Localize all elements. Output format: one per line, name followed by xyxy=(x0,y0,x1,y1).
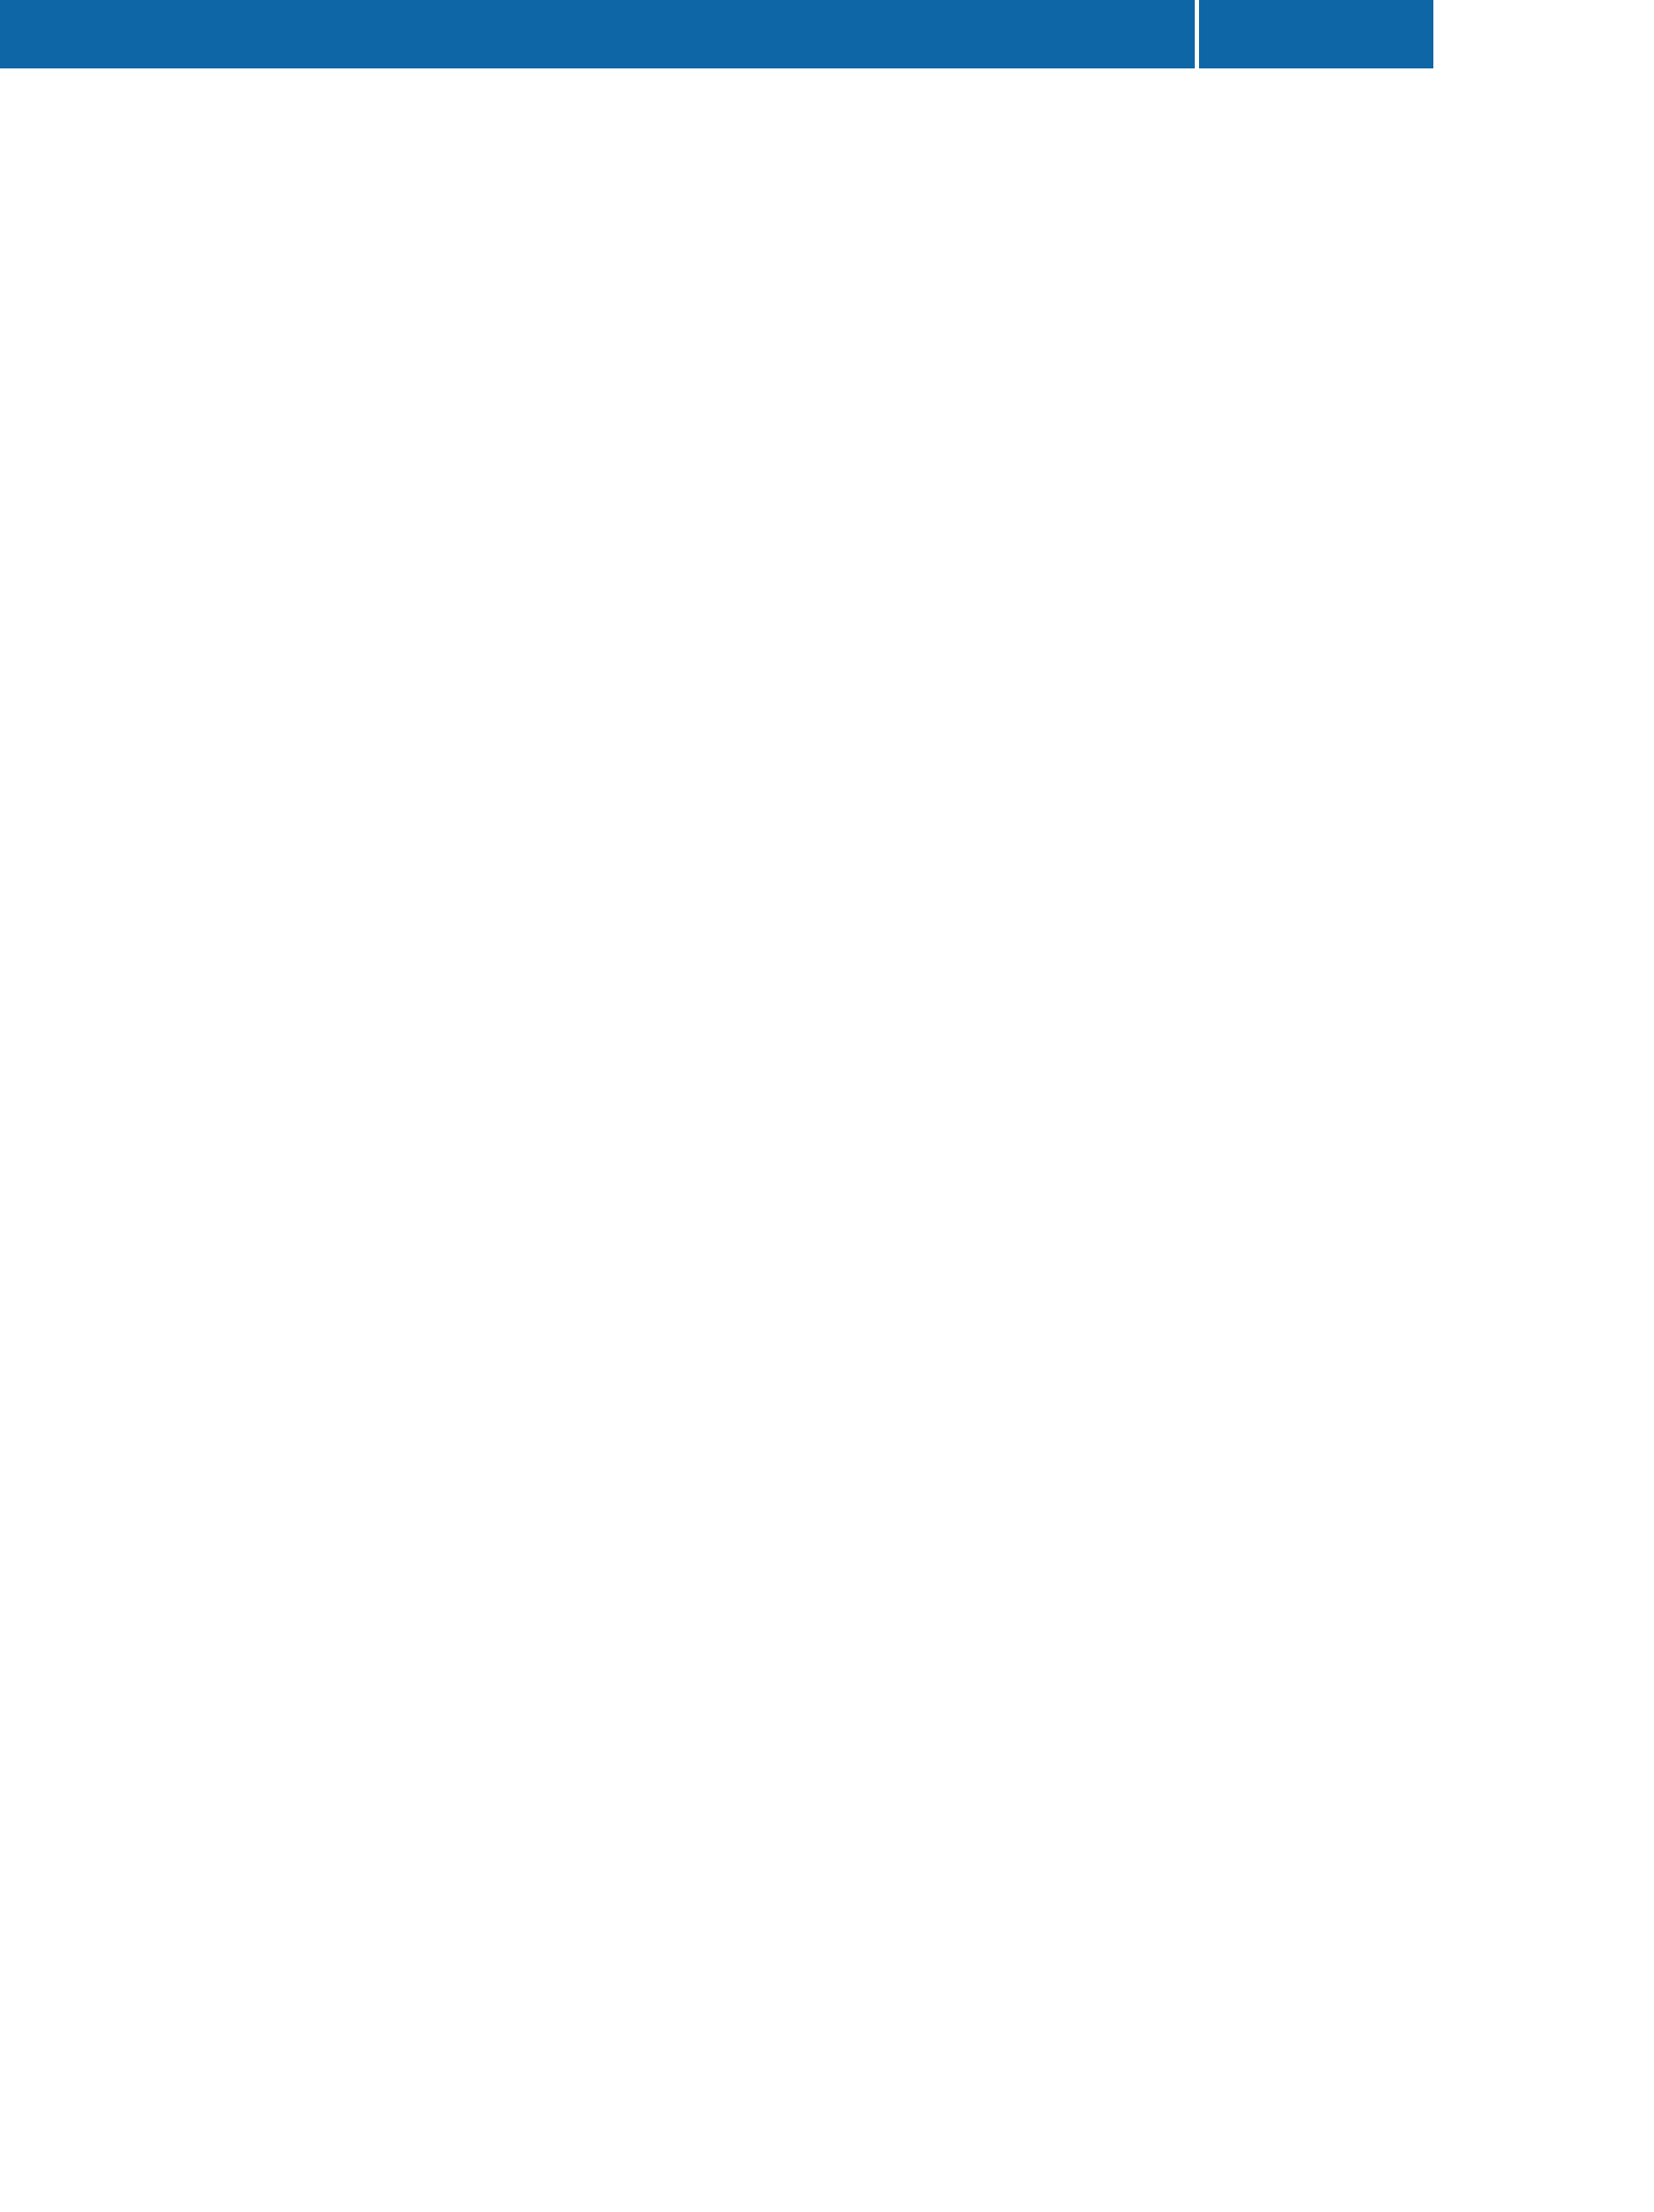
header-label xyxy=(0,0,1199,68)
table-header xyxy=(0,0,1433,68)
spec-table xyxy=(0,0,1433,68)
header-model xyxy=(1199,0,1433,68)
